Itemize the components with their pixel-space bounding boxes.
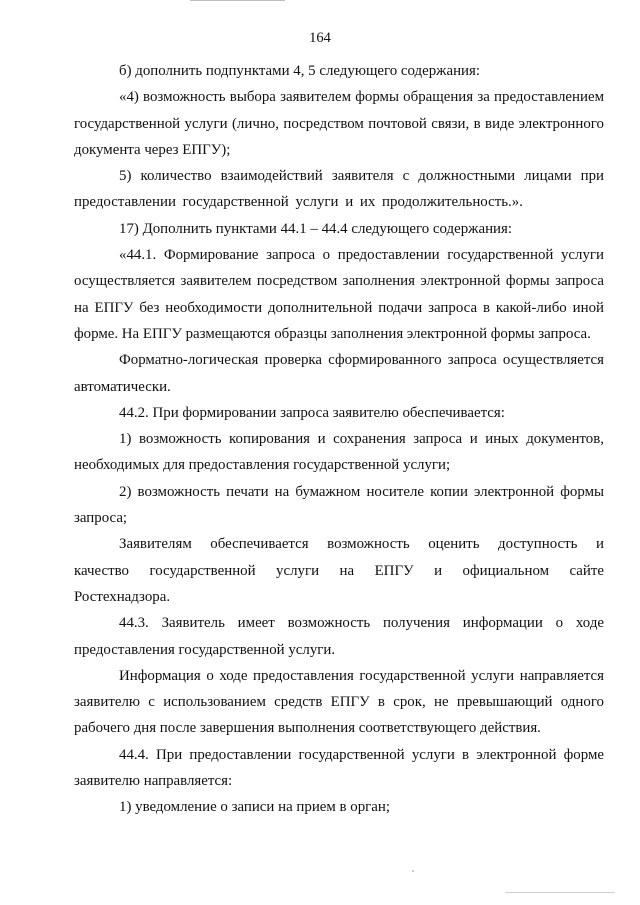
scan-edge-line	[190, 0, 285, 1]
scan-speck	[412, 870, 414, 872]
paragraph: б) дополнить подпунктами 4, 5 следующего содержания:	[119, 63, 480, 79]
paragraph: 17) Дополнить пунктами 44.1 – 44.4 следующего содержания:	[119, 220, 513, 237]
paragraph: «44.1. Формирование запроса о предоставлении государственной услуги осуществляется заявителем посредством заполнения электронной формы запроса на ЕПГУ без необходимости дополнительной подачи запроса в какой-либо иной форме. На ЕПГУ размещаются образцы заполнения электронной формы запроса.	[74, 247, 604, 342]
paragraph: 1) возможность копирования и сохранения запроса и иных документов, необходимых для предоставления государственной услуги;	[74, 431, 604, 474]
paragraph: Форматно-логическая проверка сформированного запроса осуществляется автоматически.	[74, 352, 604, 395]
paragraph: 1) уведомление о записи на прием в орган;	[119, 799, 391, 816]
paragraph: Заявителям обеспечивается возможность оценить доступность и качество государственной услуги на ЕПГУ и официальном сайте Ростехнадзора.	[74, 536, 604, 605]
paragraph: 44.2. При формировании запроса заявителю обеспечивается:	[119, 404, 505, 421]
paragraph: «4) возможность выбора заявителем формы обращения за предоставлением государственной услуги (лично, посредством почтовой связи, в виде электронного документа через ЕПГУ);	[74, 89, 604, 158]
page-number: 164	[309, 30, 331, 46]
paragraph: 44.4. При предоставлении государственной услуги в электронной форме заявителю направляется:	[74, 746, 604, 790]
paragraph: 5) количество взаимодействий заявителя с должностными лицами при предоставлении государственной услуги и их продолжительность.».	[74, 168, 604, 211]
paragraph: Информация о ходе предоставления государственной услуги направляется заявителю с использованием средств ЕПГУ в срок, не превышающий одного рабочего дня после завершения выполнения соответствующего действия.	[74, 667, 604, 737]
paragraph: 2) возможность печати на бумажном носителе копии электронной формы запроса;	[74, 483, 604, 527]
scan-edge-line	[505, 892, 615, 893]
paragraph: 44.3. Заявитель имеет возможность получения информации о ходе предоставления государственной услуги.	[74, 615, 604, 658]
document-body	[74, 58, 604, 821]
